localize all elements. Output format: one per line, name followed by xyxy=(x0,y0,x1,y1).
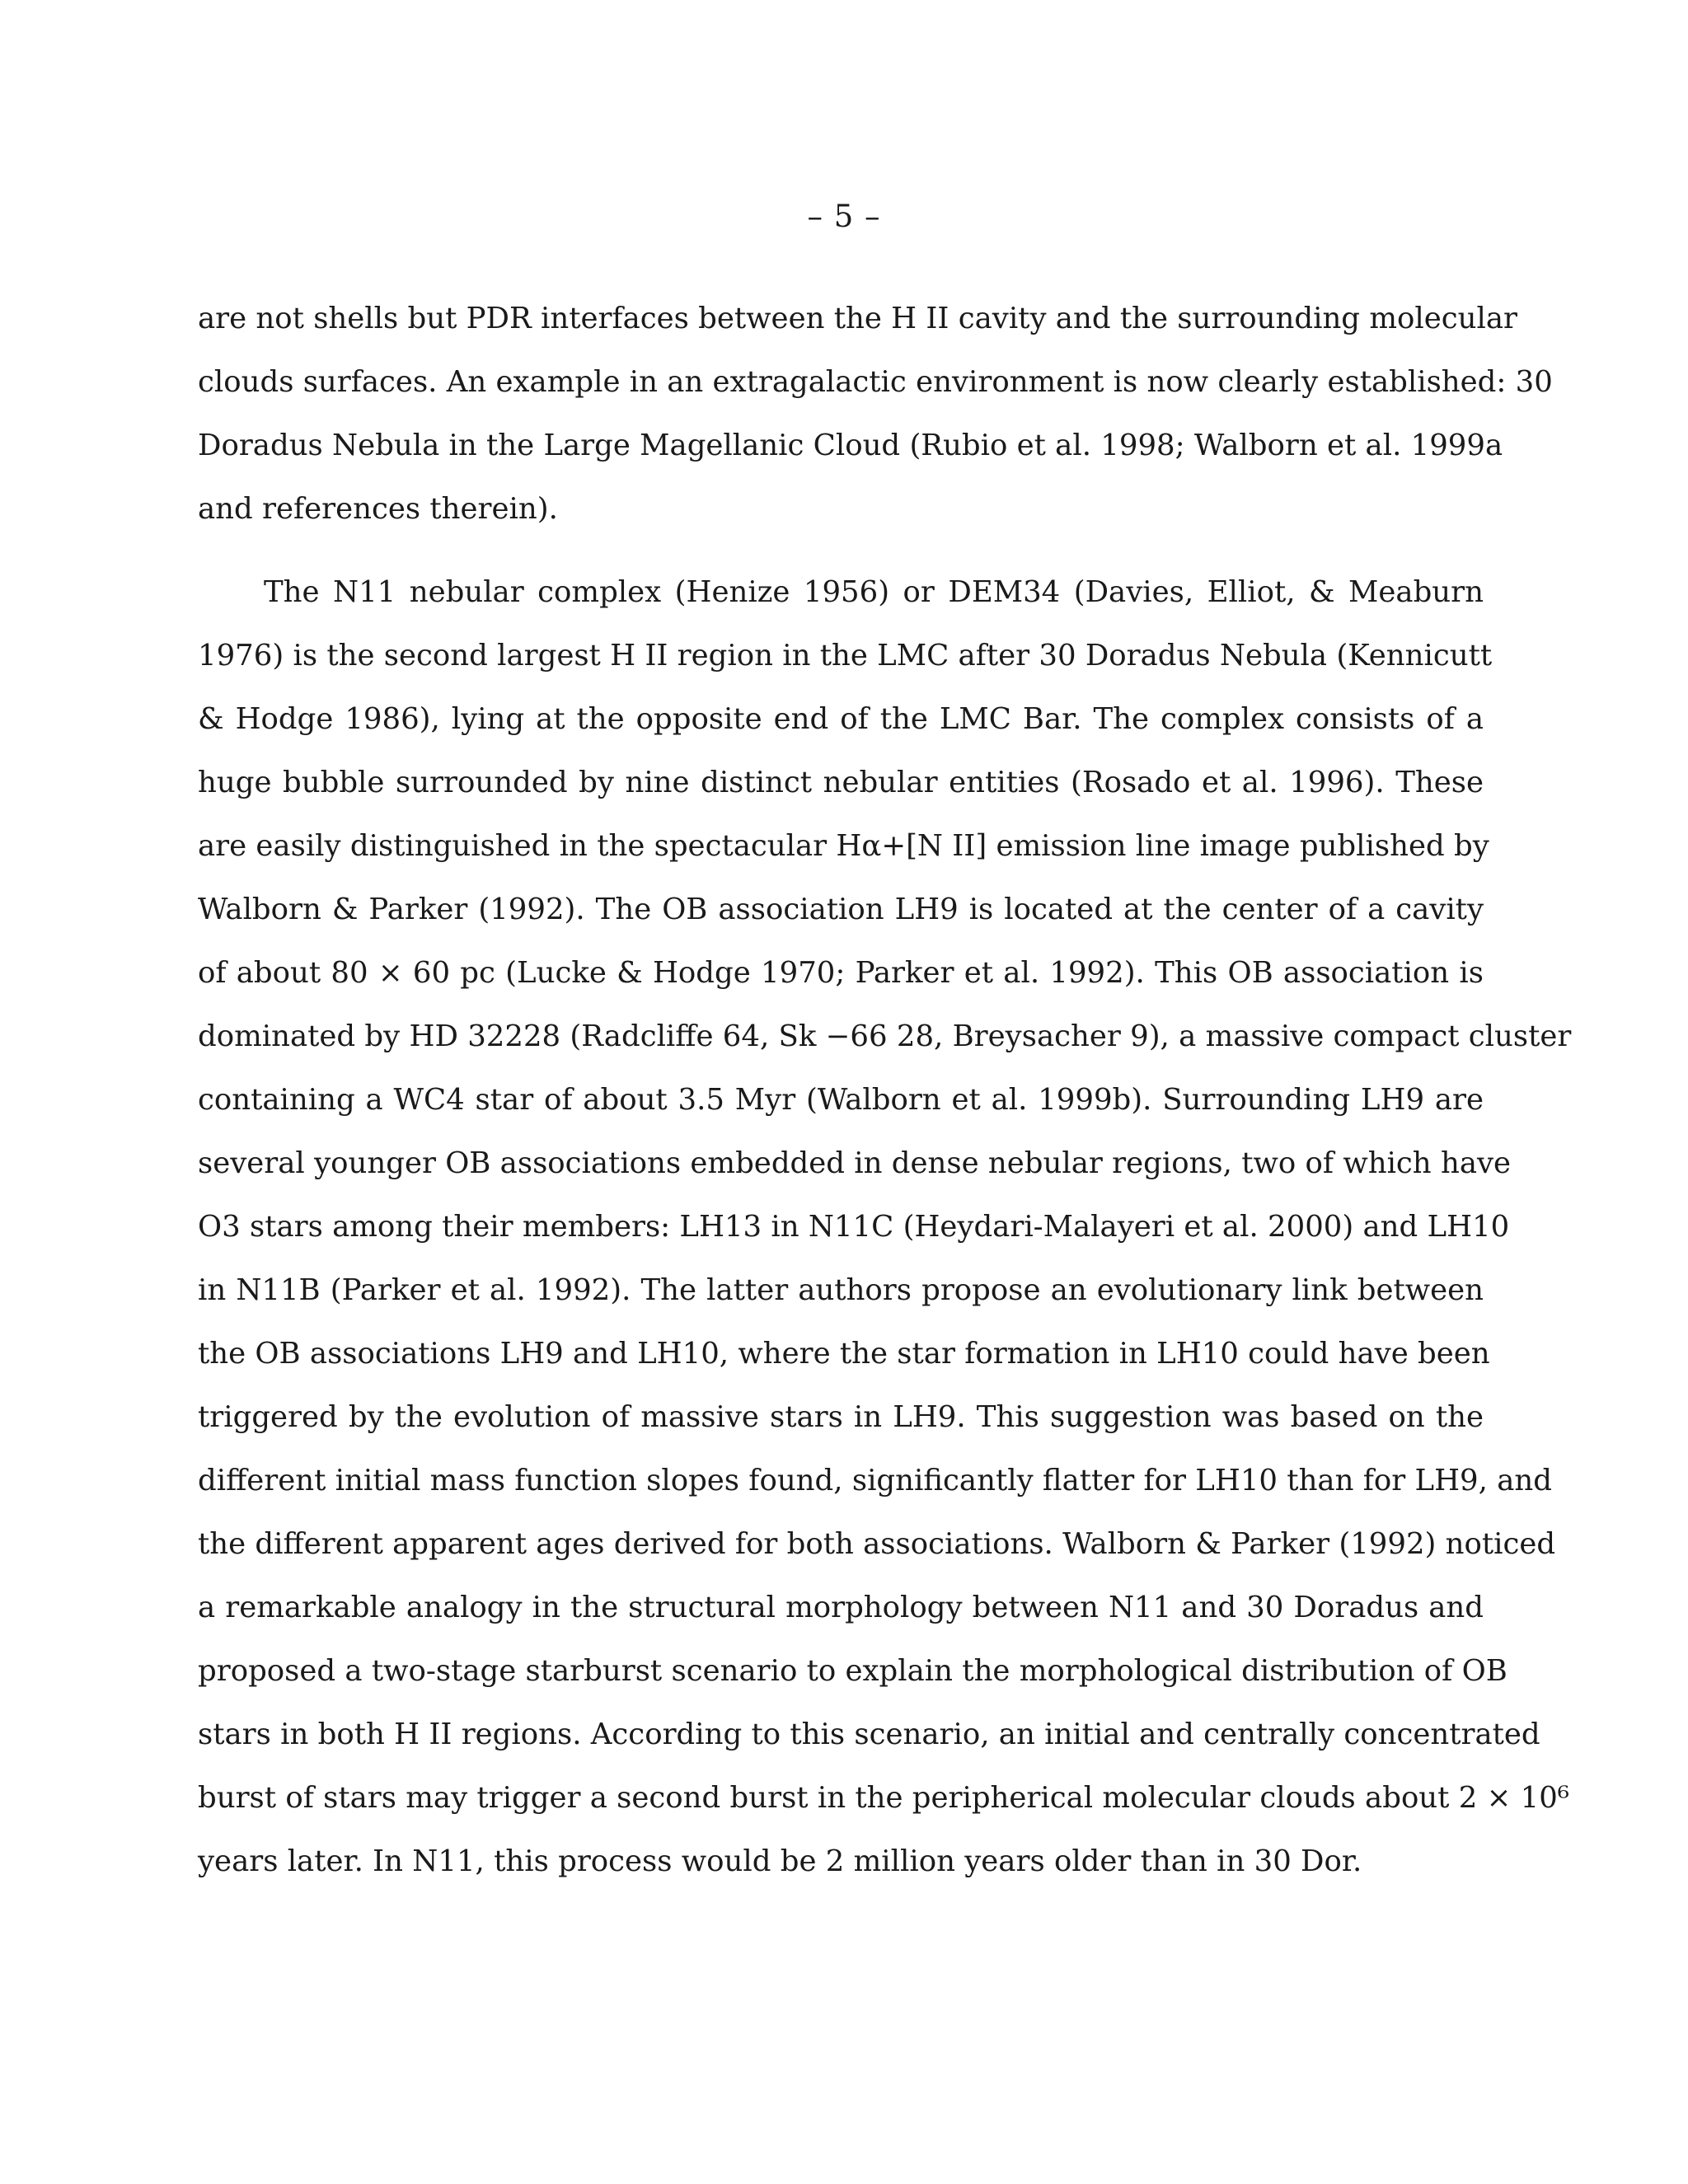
text-line: Walborn & Parker (1992). The OB association LH9 is located at the center of a cavity xyxy=(198,893,1484,926)
text-line: several younger OB associations embedded in dense nebular regions, two of which have xyxy=(198,1146,1512,1180)
text-line: proposed a two-stage starburst scenario to explain the morphological distribution of OB xyxy=(198,1654,1507,1688)
page-number: – 5 – xyxy=(807,199,881,234)
text-line: The N11 nebular complex (Henize 1956) or DEM34 (Davies, Elliot, & Meaburn xyxy=(264,575,1484,609)
text-line: the OB associations LH9 and LH10, where the star formation in LH10 could have been xyxy=(198,1337,1490,1371)
text-line: burst of stars may trigger a second burst in the peripherical molecular clouds about 2 × 10⁶ xyxy=(198,1781,1570,1815)
text-line: O3 stars among their members: LH13 in N11C (Heydari-Malayeri et al. 2000) and LH10 xyxy=(198,1210,1510,1244)
text-line: different initial mass function slopes found, significantly flatter for LH10 than for LH9, and xyxy=(198,1464,1552,1497)
text-line: Doradus Nebula in the Large Magellanic Cloud (Rubio et al. 1998; Walborn et al. 1999a xyxy=(198,429,1503,462)
text-line: 1976) is the second largest H II region in the LMC after 30 Doradus Nebula (Kennicutt xyxy=(198,639,1493,673)
text-line: stars in both H II regions. According to this scenario, an initial and centrally concentrated xyxy=(198,1718,1540,1751)
text-line: are easily distinguished in the spectacular Hα+[N II] emission line image published by xyxy=(198,829,1489,863)
paragraph-2 xyxy=(198,560,1572,1893)
text-line: & Hodge 1986), lying at the opposite end of the LMC Bar. The complex consists of a xyxy=(198,702,1484,736)
text-line: the different apparent ages derived for both associations. Walborn & Parker (1992) noticed xyxy=(198,1527,1556,1561)
text-line: triggered by the evolution of massive stars in LH9. This suggestion was based on the xyxy=(198,1400,1484,1434)
text-line: of about 80 × 60 pc (Lucke & Hodge 1970; Parker et al. 1992). This OB association is xyxy=(198,956,1484,990)
text-line: are not shells but PDR interfaces between the H II cavity and the surrounding molecular xyxy=(198,302,1517,335)
text-line: huge bubble surrounded by nine distinct nebular entities (Rosado et al. 1996). These xyxy=(198,766,1484,799)
text-line: and references therein). xyxy=(198,492,558,526)
paragraph-1 xyxy=(198,287,1553,541)
text-line: clouds surfaces. An example in an extragalactic environment is now clearly established: 30 xyxy=(198,365,1553,399)
text-line: a remarkable analogy in the structural morphology between N11 and 30 Doradus and xyxy=(198,1591,1484,1624)
text-line: in N11B (Parker et al. 1992). The latter authors propose an evolutionary link between xyxy=(198,1273,1484,1307)
text-line: dominated by HD 32228 (Radcliffe 64, Sk −66 28, Breysacher 9), a massive compact cluster xyxy=(198,1019,1572,1053)
text-line: containing a WC4 star of about 3.5 Myr (Walborn et al. 1999b). Surrounding LH9 are xyxy=(198,1083,1484,1117)
text-line: years later. In N11, this process would be 2 million years older than in 30 Dor. xyxy=(198,1844,1362,1878)
